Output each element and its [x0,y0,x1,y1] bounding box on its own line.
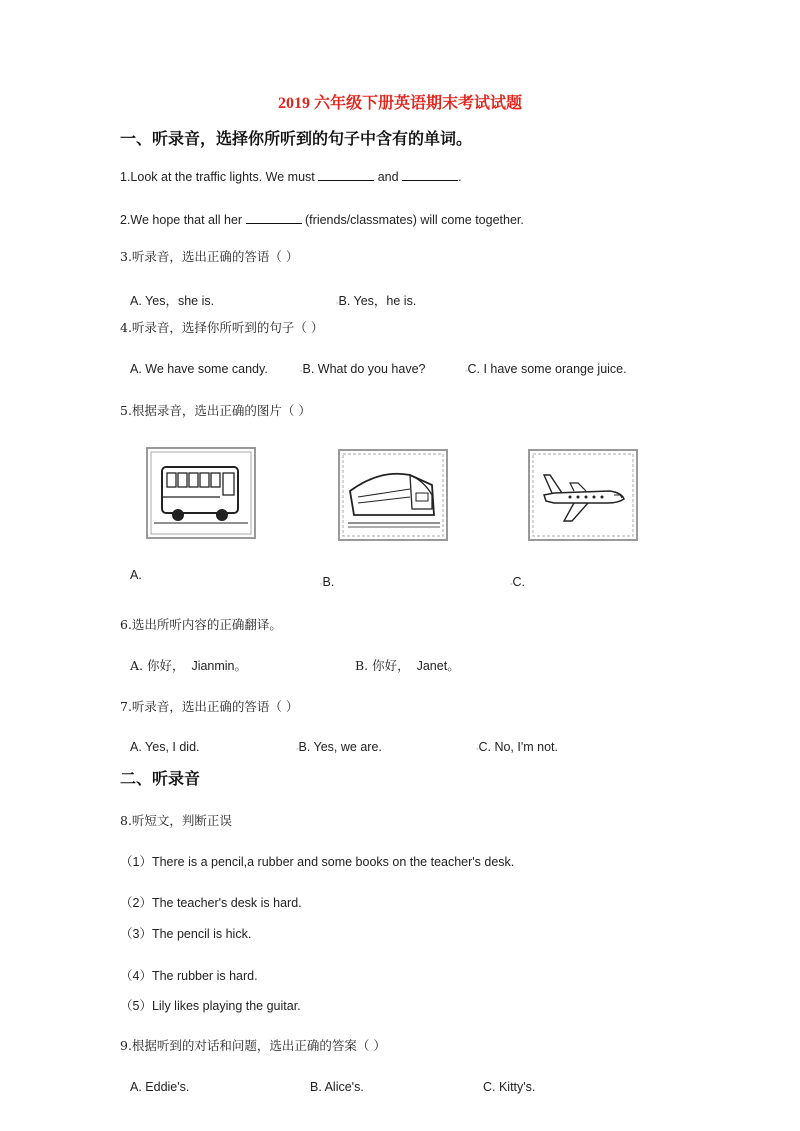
question-8-item-2[interactable]: （2）The teacher's desk is hard. [120,896,302,910]
question-6-option-b[interactable] [355,656,460,674]
question-3-option-b-text: B. Yes，he is. [338,294,417,308]
question-8-stem: 8.听短文，判断正误 [120,813,232,828]
question-1-text-mid: and [374,170,403,184]
option-marker: ◦ [320,581,323,588]
airplane-icon-drawing [530,451,636,539]
option-marker: ◦ [510,581,513,588]
question-4-option-c-text: C. I have some orange juice. [467,362,627,376]
question-6-option-a-cn: A. 你好， [130,658,185,673]
question-8-item-5[interactable]: （5）Lily likes playing the guitar. [120,999,301,1013]
section-2-heading: 二、听录音 [120,769,201,788]
question-6-stem: 6.选出所听内容的正确翻译。 [120,617,282,632]
question-5-stem: 5.根据录音，选出正确的图片（ ） [120,403,311,418]
question-7-option-c-text: C. No, I'm not. [478,740,558,754]
answer-blank-3[interactable] [246,211,302,224]
question-6-option-b-end: 。 [447,658,460,673]
question-3-option-b[interactable] [336,291,416,309]
question-8-item-4[interactable]: （4）The rubber is hard. [120,969,258,983]
train-icon-drawing [340,451,446,539]
question-5-option-c-text: C. [512,575,525,589]
question-7-option-b[interactable] [296,740,382,754]
question-1-text-post: . [458,170,462,184]
bus-icon-drawing [148,449,254,537]
question-6-option-b-name: Janet [416,659,448,673]
answer-blank-1[interactable] [318,168,374,181]
question-4-option-a[interactable]: A. We have some candy. [130,362,268,376]
question-2-text-pre: 2.We hope that all her [120,213,246,227]
question-7-option-a[interactable]: A. Yes, I did. [130,740,200,754]
question-8-item-1[interactable]: （1）There is a pencil,a rubber and some books on the teacher's desk. [120,855,515,869]
question-4-stem: 4.听录音，选择你所听到的句子（ ） [120,320,324,335]
answer-blank-2[interactable] [402,168,458,181]
question-7-option-b-text: B. Yes, we are. [298,740,382,754]
train-icon[interactable] [338,449,448,541]
question-8-item-3[interactable]: （3）The pencil is hick. [120,927,252,941]
question-6-option-a[interactable] [130,656,247,674]
question-1-text-pre: 1.Look at the traffic lights. We must [120,170,319,184]
option-marker: ◦ [300,368,303,375]
question-4-option-c[interactable] [465,362,627,376]
question-5-option-c[interactable] [510,575,525,589]
airplane-icon[interactable] [528,449,638,541]
question-2 [120,211,524,227]
question-9-option-a[interactable]: A. Eddie's. [130,1080,190,1094]
section-1-heading: 一、听录音，选择你所听到的句子中含有的单词。 [120,129,473,148]
question-6-option-a-end: 。 [234,658,248,673]
option-marker: ◦ [465,368,468,375]
option-marker: ◦ [476,746,479,753]
question-5-option-a[interactable]: A. [130,568,142,582]
question-6-option-b-cn: B. 你好， [355,658,410,673]
question-9-stem: 9.根据听到的对话和问题，选出正确的答案（ ） [120,1038,386,1053]
question-7-stem: 7.听录音，选出正确的答语（ ） [120,699,299,714]
question-1 [120,168,462,184]
question-5-option-b-text: B. [322,575,335,589]
question-3-stem: 3.听录音，选出正确的答语（ ） [120,249,299,264]
question-6-option-a-name: Jianmin [191,659,235,673]
bus-icon[interactable] [146,447,256,539]
option-marker: ◦ [296,746,299,753]
question-4-option-b[interactable] [300,362,425,376]
option-marker: ◦ [336,300,339,307]
question-3-option-a[interactable]: A. Yes，she is. [130,294,215,308]
question-5-option-b[interactable] [320,575,334,589]
question-2-text-post: (friends/classmates) will come together. [301,213,524,227]
question-9-option-b[interactable]: B. Alice's. [310,1080,364,1094]
question-7-option-c[interactable] [476,740,558,754]
question-9-option-c[interactable]: C. Kitty's. [483,1080,536,1094]
question-4-option-b-text: B. What do you have? [302,362,426,376]
page-title: 2019 六年级下册英语期末考试试题 [277,95,522,112]
